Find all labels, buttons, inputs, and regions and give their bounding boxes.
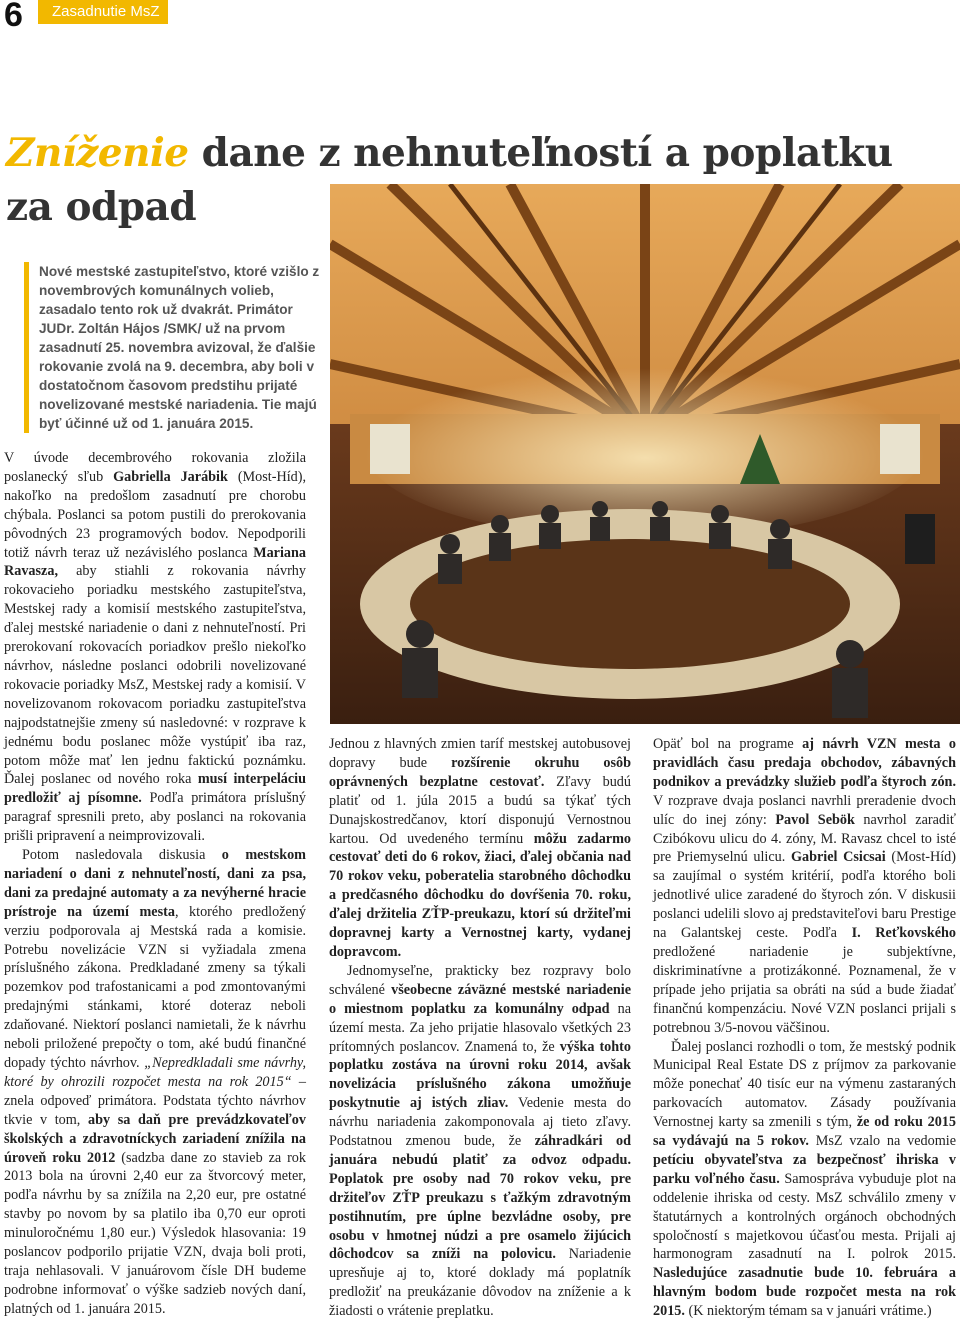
text-run: V rozprave dvaja poslanci navrhli preradenie dvoch ulíc do inej zóny: (653, 793, 956, 828)
article-column-1 (4, 449, 306, 1319)
text-run: MsZ vzalo na vedomie (809, 1133, 956, 1149)
meeting-photo (330, 184, 960, 724)
text-run: Jednomyseľne, prakticky bez rozpravy bolo schválené (329, 963, 631, 998)
italic-text-run: „Nepredkladali sme návrhy, ktoré by ohrozili rozpočet mesta na rok 2015“ (4, 1055, 306, 1090)
text-run: Ďalej poslanci rozhodli o tom, že mestský podnik Municipal Real Estate DS z príjmov za parkovanie môže ponechať 40 tisíc eur na výmenu zastaraných parkovacích automatov. Zásady používania Vernostnej karty sa zmenili s tým, (653, 1039, 956, 1131)
text-run: Zľavy budú platiť od 1. júla 2015 a budú sa týkať tých Dunajskostredčanov, ktorí disponujú Vernostnou kartou. Od uvedeného termínu (329, 774, 631, 847)
text-run: na území mesta. Za jeho prijatie hlasovalo všetkých 23 prítomných poslancov. Znamená to, že (329, 1001, 631, 1055)
article-lead: Nové mestské zastupiteľstvo, ktoré vzišlo z novembrových komunálnych volieb, zasadalo tento rok už dvakrát. Primátor JUDr. Zoltán Hájos /SMK/ už na prvom zasadnutí 25. novembra avizoval, že ďalšie rokovanie zvolá na 9. decembra, aby boli v dostatočnom časovom predstihu prijaté novelizované mestské nariadenia. Tie majú byť účinné už od 1. januára 2015. (24, 262, 323, 433)
bold-text-run: môžu zadarmo cestovať deti do 6 rokov, žiaci, ďalej občania nad 70 rokov veku, poberatelia starobného dôchodku a predčasného dôchodku do dovŕšenia 70. roku, ďalej držitelia ZŤP-preukazu, ktorí sú držiteľmi dopravnej karty a Vernostnej karty, vydanej dopravcom. (329, 831, 631, 960)
page-number: 6 (4, 0, 23, 35)
text-run: Opäť bol na programe (653, 736, 802, 752)
text-run: navrhol zaradiť Czibókovu ulicu do 4. zóny, M. Ravasz chcel to isté pre Priemyselnú ulicu. (653, 812, 956, 866)
bold-text-run: že od roku 2015 sa vydávajú na 5 rokov. (653, 1114, 956, 1149)
bold-text-run: Pavol Sebök (775, 812, 854, 828)
text-run: aby stiahli z rokovania návrhy rokovacieho poriadku mestského zastupiteľstva, Mestskej rady a komisií mestského zastupiteľstva, ďalej mestské nariadenie o dani z nehnuteľností. Pri prerokovaní rokovacích poriadkov prešlo niekoľko návrhov, následne poslanci odobrili novelizované rokovacie poriadky MsZ, Mestskej rady a komisií. V novelizovanom rokovacom poriadku zastupiteľstva najpodstatnejšie zmeny sú nasledovné: v rozprave k jednému bodu poslanec môže vystúpiť iba raz, potom môže mať len jednu faktickú poznámku. Ďalej poslanec od nového roka (4, 563, 306, 787)
bold-text-run: záhradkári od januára nebudú platiť za odvoz odpadu. Poplatok pre osoby nad 70 rokov veku, pre držiteľov ZŤP preukazu s ťažkým zdravotným postihnutím, pre úplne bezvládne osoby, pre osobu v hmotnej núdzi a pre osamelo žijúcich dôchodcov sa zníži na polovicu. (329, 1133, 631, 1262)
text-run: , ktorého predložený verziu podporovala aj Mestská rada a komisie. Potrebu novelizácie VZN si vyžiadala zmena príslušného zákona. Predkladané zmeny sa týkali pozemkov pod trafostanicami a pod zmontovanými predajnými stánkami, ktoré doteraz neboli zdaňované. Niektorí poslanci namietali, že k návrhu neboli priložené prepočty o tom, aké budú finančné dopady týchto návrhov. (4, 904, 306, 1071)
col3-paragraph-1 (653, 735, 956, 1038)
bold-text-run: aj návrh VZN mesta o pravidlách času predaja obchodov, zábavných podnikov a prevádzky služieb podľa štyroch zón. (653, 736, 956, 790)
col1-paragraph-2 (4, 846, 306, 1319)
text-run: Nariadenie upresňuje aj to, ktoré doklady má poplatník predložiť na preukázanie dôvodov na zníženie a k žiadosti o vrátenie preplatku. (329, 1246, 631, 1319)
bold-text-run: rozšírenie okruhu osôb oprávnených bezplatne cestovať. (329, 755, 631, 790)
bold-text-run: výška tohto poplatku zostáva na úrovni roku 2014, avšak novelizácia príslušného zákona umožňuje poskytnutie aj istých zliav. (329, 1039, 631, 1112)
headline-line1: dane z nehnuteľností a poplatku (189, 130, 893, 176)
text-run: (sadzba dane zo stavieb za rok 2013 bola na úrovni 2,40 eur za štvorcový meter, podľa návrhu by sa znížila na 2,20 eur, pre ostatné stavby po novom by sa platilo iba 0,70 eur oproti minuloročnému 1,80 eur.) Výsledok hlasovania: 19 poslancov podporilo prijatie VZN, dvaja boli proti, traja nehlasovali. V januárovom čísle DH budeme podrobne informovať o výške sadzieb nových daní, platných od 1. januára 2015. (4, 1150, 306, 1317)
text-run: Potom nasledovala diskusia (22, 847, 222, 863)
bold-text-run: Gabriel Csicsai (791, 849, 886, 865)
bold-text-run: Nasledujúce zasadnutie bude 10. februára a hlavným bodom bude rozpočet mesta na rok 2015. (653, 1265, 956, 1319)
headline-line2: za odpad (6, 184, 196, 230)
bold-text-run: petíciu obyvateľstva za bezpečnosť ihriska v parku voľného času. (653, 1152, 956, 1187)
text-run: Podľa primátora príslušný paragraf spresnili preto, aby poslanci na rokovania prišli pripravení a neimprovizovali. (4, 790, 306, 844)
bold-text-run: aby sa daň pre prevádzkovateľov školských a zdravotníckych zariadení znížila na úroveň roku 2012 (4, 1112, 306, 1166)
bold-text-run: všeobecne záväzné mestské nariadenie o miestnom poplatku za komunálny odpad (329, 982, 631, 1017)
bold-text-run: o mestskom nariadení o dani z nehnuteľností, dani za psa, dani za predajné automaty a za nevýherné hracie prístroje na území mesta (4, 847, 306, 920)
text-run: (Most-Híd), nakoľko na predošlom zasadnutí pre chorobu chýbala. Poslanci sa potom pustili do prerokovania pôvodných 23 programových bodov. Nepodporili totiž návrh teraz už nezávislého poslanca (4, 469, 306, 561)
text-run: – znela odpoveď primátora. Podstata týchto návrhov tkvie v tom, (4, 1074, 306, 1128)
article-column-2 (329, 735, 631, 1321)
section-label: Zasadnutie MsZ (38, 0, 168, 24)
headline-highlight: Zníženie (6, 130, 189, 176)
bold-text-run: Mariana Ravasza, (4, 545, 306, 580)
text-run: predložené nariadenie je subjektívne, diskriminatívne a protizákonné. Poznamenal, že v prípade jeho prijatia sa obráti na súd a bude žiadať finančnú kompenzáciu. Nové VZN poslanci prijali s potrebnou 3/5-novou väčšinou. (653, 944, 956, 1036)
col2-paragraph-2 (329, 962, 631, 1321)
meeting-photo-image (330, 184, 960, 724)
text-run: Vedenie mesta do návrhu nariadenia zakomponovala aj tieto zľavy. Podstatnou zmenou bude, že (329, 1095, 631, 1149)
col3-paragraph-2 (653, 1038, 956, 1321)
bold-text-run: I. Reťkovského (852, 925, 956, 941)
bold-text-run: Gabriella Jarábik (113, 469, 228, 485)
text-run: Jednou z hlavných zmien taríf mestskej autobusovej dopravy bude (329, 736, 631, 771)
col2-paragraph-1 (329, 735, 631, 962)
text-run: Samospráva vybuduje plot na oddelenie ihriska od cesty. MsZ schválilo zmeny v štatutárnych a kontrolných orgánoch obchodných spoločností s majetkovou účasťou mesta. Prijali aj harmonogram zasadnutí na I. polrok 2015. (653, 1171, 956, 1263)
article-column-3 (653, 735, 956, 1321)
text-run: V úvode decembrového rokovania zložila poslanecký sľub (4, 450, 306, 485)
text-run: (Most-Híd) sa zaujímal o systém kritérií, podľa ktorého boli jednotlivé ulice zaradené do štyroch zón. V diskusii poslanci udelili slovo aj predstaviteľovi baru Prestige na Galantskej ceste. Podľa (653, 849, 956, 941)
text-run: (K niektorým témam sa v januári vrátime.) (685, 1303, 932, 1319)
bold-text-run: musí interpeláciu predložiť aj písomne. (4, 771, 306, 806)
col1-paragraph-1 (4, 449, 306, 846)
